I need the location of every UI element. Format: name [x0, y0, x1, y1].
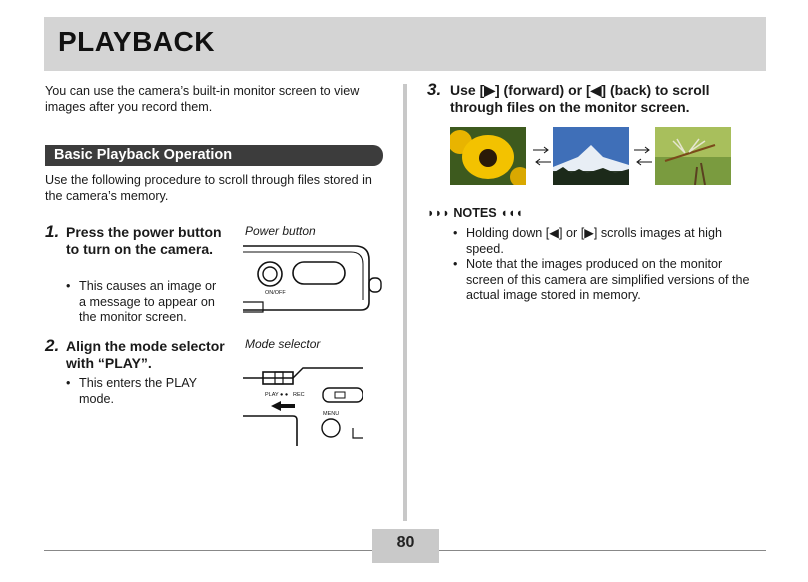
- power-button-diagram: [243, 242, 385, 318]
- svg-text:● ●: ● ●: [280, 392, 289, 398]
- rec-label: REC: [293, 392, 305, 398]
- list-item: • Note that the images produced on the monitor screen of this camera are simplified versions of the actual image stored in memory.: [453, 257, 758, 304]
- on-off-label: ON/OFF: [265, 290, 286, 296]
- mode-selector-diagram: [243, 358, 363, 448]
- step-2-number: 2.: [45, 336, 60, 355]
- step-2-title: Align the mode selector with “PLAY”.: [66, 338, 225, 371]
- step-1-bullets: [66, 279, 226, 326]
- arrow-left-icon: [271, 401, 295, 411]
- sunflower-photo: [450, 127, 526, 185]
- column-divider: [403, 84, 407, 521]
- notes-right-icon: ◖◖◖: [496, 206, 524, 220]
- step-3-title: Use [▶] (forward) or [◀] (back) to scroll through files on the monitor screen.: [450, 82, 710, 115]
- section-heading: [45, 145, 383, 166]
- notes-heading: [427, 206, 523, 220]
- mountain-photo: [553, 127, 629, 185]
- notes-heading-label: NOTES: [453, 206, 497, 220]
- step-1-title: Press the power button to turn on the camera.: [66, 224, 222, 257]
- intro-text: You can use the camera’s built-in monitor screen to view images after you record them.: [45, 84, 360, 114]
- step-2-bullets: [66, 376, 226, 407]
- dragonfly-photo: [655, 127, 731, 185]
- mode-selector-caption: Mode selector: [245, 337, 321, 351]
- power-button-caption: Power button: [245, 224, 316, 238]
- section-heading-label: Basic Playback Operation: [54, 147, 233, 163]
- page-header: [44, 17, 766, 71]
- menu-label: MENU: [323, 411, 340, 417]
- list-item: • Holding down [◀] or [▶] scrolls images at high speed.: [453, 226, 758, 257]
- play-label: PLAY: [265, 392, 279, 398]
- scroll-arrows-icon: [531, 144, 553, 168]
- section-text: Use the following procedure to scroll through files stored in the camera’s memory.: [45, 173, 372, 203]
- list-item: • This causes an image or a message to appear on the monitor screen.: [66, 279, 226, 326]
- page-number-box: [372, 529, 439, 563]
- step-1-number: 1.: [45, 222, 60, 241]
- notes-list: [453, 226, 758, 304]
- page-number: 80: [396, 534, 415, 551]
- list-item: • This enters the PLAY mode.: [66, 376, 226, 407]
- step-3-number: 3.: [427, 80, 442, 99]
- scroll-arrows-icon: [632, 144, 654, 168]
- page-title: PLAYBACK: [58, 26, 215, 57]
- notes-left-icon: ◗◗◗: [427, 206, 454, 220]
